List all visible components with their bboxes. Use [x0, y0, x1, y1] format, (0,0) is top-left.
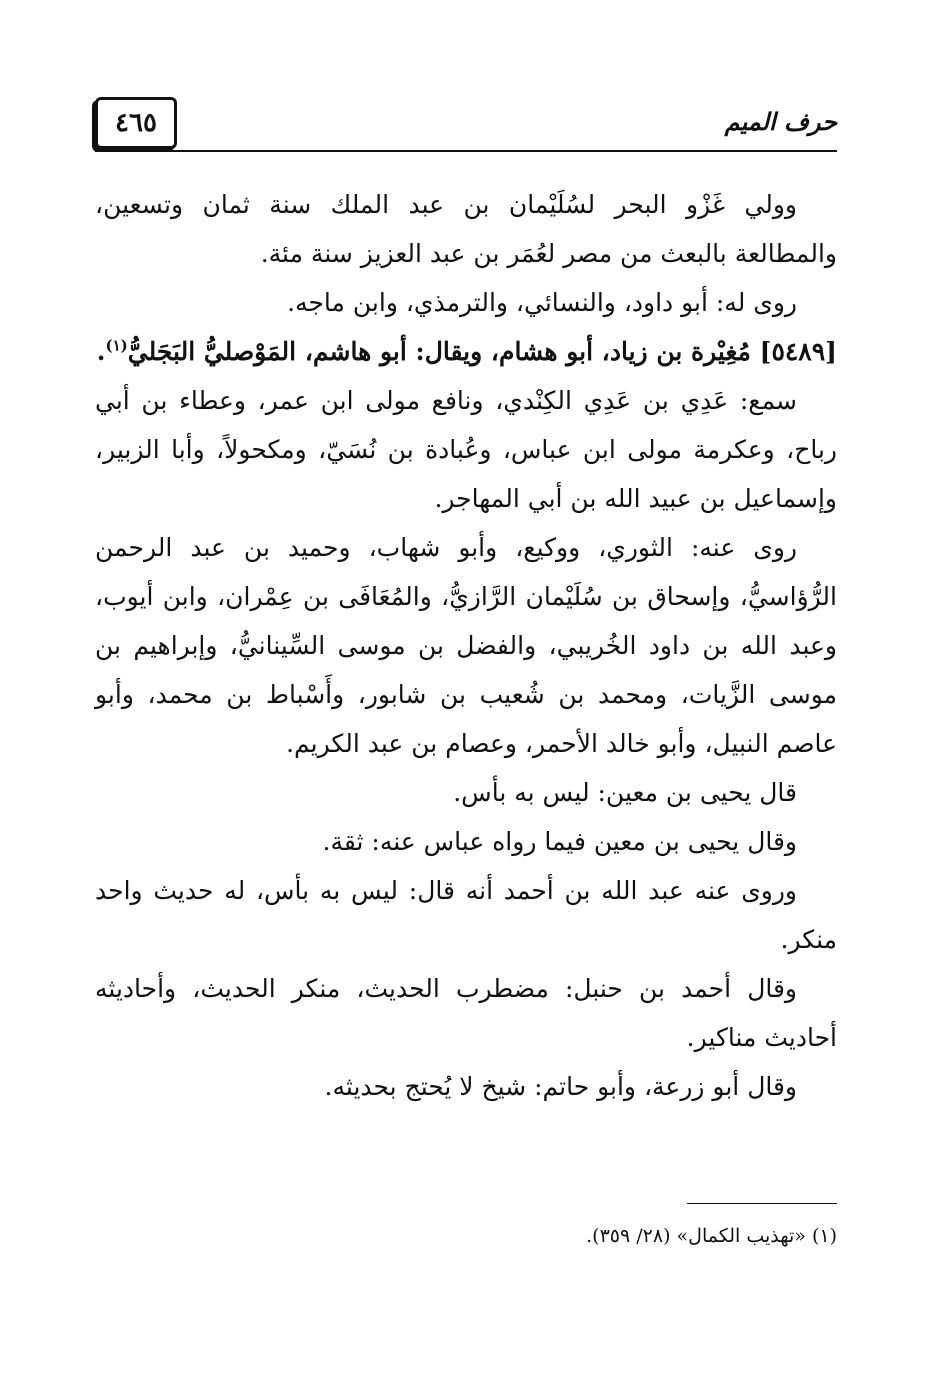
entry-heading-text: [٥٤٨٩] مُغِيْرة بن زياد، أبو هشام، ويقال: أبو هاشم، المَوْصليُّ البَجَليُّ: [127, 337, 837, 366]
paragraph: وروى عنه عبد الله بن أحمد أنه قال: ليس به بأس، له حديث واحد منكر.: [95, 876, 837, 954]
entry-heading: [95, 327, 837, 376]
page-header: [95, 97, 837, 153]
paragraph: روى له: أبو داود، والنسائي، والترمذي، وابن ماجه.: [287, 288, 797, 317]
header-rule: [95, 150, 837, 152]
paragraph: قال يحيى بن معين: ليس به بأس.: [453, 778, 797, 807]
running-head: حرف الميم: [724, 107, 837, 136]
paragraph: روى عنه: الثوري، ووكيع، وأبو شهاب، وحميد بن عبد الرحمن الرُّؤاسيُّ، وإسحاق بن سُلَيْمان الرَّازيُّ، والمُعَافَى بن عِمْران، وابن أيوب، وعبد الله بن داود الخُريبي، والفضل بن موسى السِّينانيُّ، وإبراهيم بن موسى الزَّيات، ومحمد بن شُعيب بن شابور، وأَسْباط بن محمد، وأبو عاصم النبيل، وأبو خالد الأحمر، وعصام بن عبد الكريم.: [95, 533, 837, 758]
paragraph: وقال أحمد بن حنبل: مضطرب الحديث، منكر الحديث، وأحاديثه أحاديث مناكير.: [95, 974, 837, 1052]
paragraph: سمع: عَدِي بن عَدِي الكِنْدي، ونافع مولى ابن عمر، وعطاء بن أبي رباح، وعكرمة مولى ابن عباس، وعُبادة بن نُسَيّ، ومكحولاً، وأبا الزبير، وإسماعيل بن عبيد الله بن أبي المهاجر.: [95, 386, 837, 513]
page-number: ٤٦٥: [95, 97, 177, 149]
footnote-rule: [687, 1203, 837, 1204]
body-text: [95, 180, 837, 1111]
paragraph: وقال يحيى بن معين فيما رواه عباس عنه: ثقة.: [322, 827, 797, 856]
footnote: (١) «تهذيب الكمال» (٢٨/ ٣٥٩).: [586, 1225, 837, 1247]
entry-heading-end: .: [96, 337, 106, 366]
paragraph: وولي غَزْو البحر لسُلَيْمان بن عبد الملك سنة ثمان وتسعين، والمطالعة بالبعث من مصر لعُمَر بن عبد العزيز سنة مئة.: [95, 190, 837, 268]
footnote-reference[interactable]: (١): [105, 336, 128, 355]
paragraph: وقال أبو زرعة، وأبو حاتم: شيخ لا يُحتج بحديثه.: [324, 1072, 797, 1101]
